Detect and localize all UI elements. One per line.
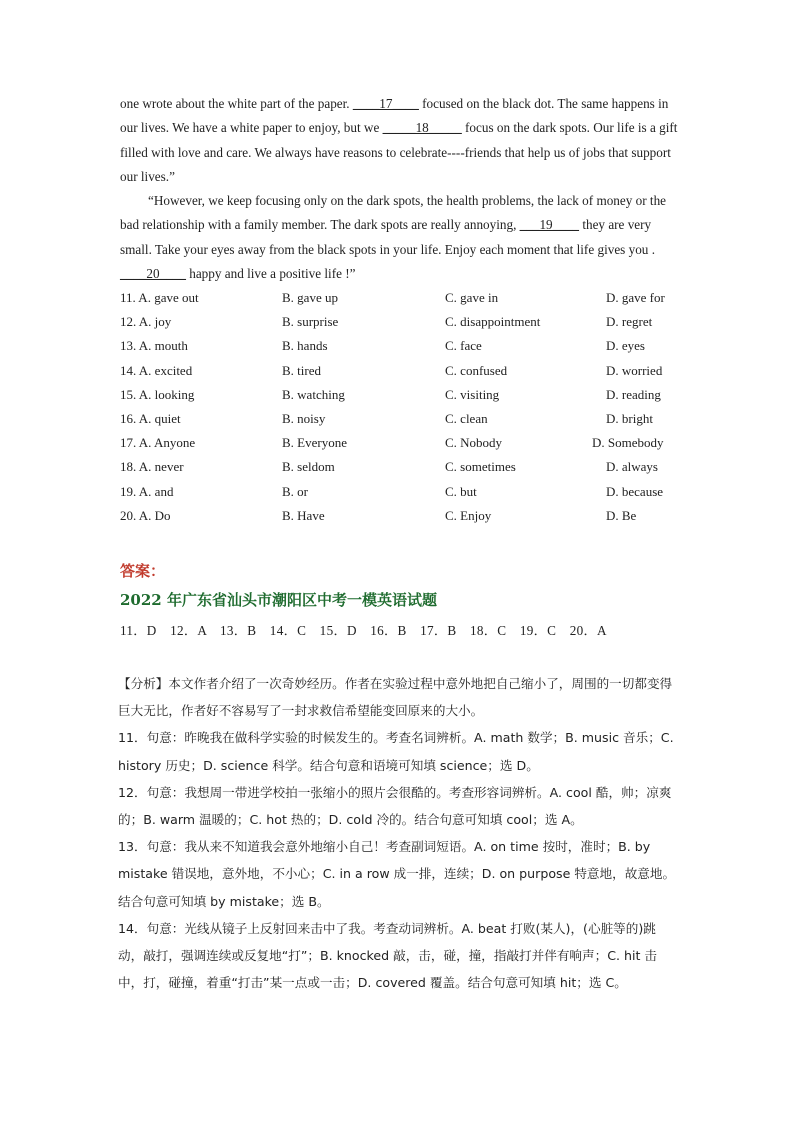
option-a: 17. A. Anyone bbox=[120, 435, 196, 451]
option-d: D. Be bbox=[606, 507, 637, 523]
option-b: B. noisy bbox=[282, 410, 326, 426]
option-row bbox=[120, 407, 680, 431]
passage-text: “However, we keep focusing only on the dark spots, the health problems, the lack of money or the bad relationship with a family member. The dark spots are really annoying, bbox=[120, 193, 667, 233]
blank-19: ___19____ bbox=[519, 217, 580, 233]
option-c: C. but bbox=[445, 483, 477, 499]
option-b: B. hands bbox=[282, 338, 328, 354]
option-c: C. face bbox=[445, 338, 482, 354]
option-a: 11. A. gave out bbox=[120, 290, 199, 305]
option-d: D. because bbox=[606, 483, 664, 499]
blank-20: ____20____ bbox=[120, 266, 186, 282]
option-d: D. Somebody bbox=[592, 435, 664, 451]
option-d: D. worried bbox=[606, 362, 663, 378]
answer-keys: 11．D 12．A 13．B 14．C 15．D 16．B 17．B 18．C 19．C 20．A bbox=[120, 623, 607, 638]
option-b: B. gave up bbox=[282, 290, 338, 305]
analysis-paragraph: 13．句意：我从来不知道我会意外地缩小自己！考查副词短语。A. on time 按时，准时；B. by mistake 错误地，意外地，不小心；C. in a row 成一排，连续；D. on purpose 特意地，故意地。结合句意可知填 by mistake；选 B。 bbox=[118, 839, 676, 909]
option-c: C. Enjoy bbox=[445, 507, 492, 523]
passage-text: one wrote about the white part of the paper. bbox=[120, 96, 353, 111]
option-c: C. sometimes bbox=[445, 459, 516, 475]
option-b: B. seldom bbox=[282, 459, 335, 475]
option-row bbox=[120, 455, 680, 479]
passage-text: happy and live a positive life !” bbox=[185, 266, 356, 282]
option-d: D. regret bbox=[606, 314, 653, 330]
option-b: B. tired bbox=[282, 362, 321, 378]
option-a: 20. A. Do bbox=[120, 507, 171, 523]
passage-paragraph bbox=[120, 92, 680, 189]
passage-paragraph bbox=[120, 189, 680, 286]
analysis-paragraph: 11．句意：昨晚我在做科学实验的时候发生的。考查名词辨析。A. math 数学；B. music 音乐；C. history 历史；D. science 科学。结合句意和语境可知填 science；选 D。 bbox=[118, 730, 674, 773]
answer-heading: 答案： bbox=[120, 562, 166, 580]
option-a: 15. A. looking bbox=[120, 386, 195, 402]
reading-passage bbox=[120, 92, 680, 286]
option-b: B. surprise bbox=[282, 314, 339, 330]
option-row bbox=[120, 310, 680, 334]
passage-text: focused on the black dot. The same happens in our lives. We have a white paper to enjoy, but we bbox=[120, 96, 669, 136]
option-a: 18. A. never bbox=[120, 459, 184, 475]
option-row bbox=[120, 334, 680, 358]
option-c: C. confused bbox=[445, 362, 508, 378]
option-b: B. Everyone bbox=[282, 435, 347, 451]
option-d: D. bright bbox=[606, 410, 653, 426]
option-d: D. gave for bbox=[606, 290, 665, 305]
blank-18: _____18_____ bbox=[382, 120, 462, 136]
option-row bbox=[120, 383, 680, 407]
option-d: D. reading bbox=[606, 386, 661, 402]
option-a: 19. A. and bbox=[120, 483, 174, 499]
option-b: B. Have bbox=[282, 507, 325, 523]
option-b: B. or bbox=[282, 483, 308, 499]
option-a: 16. A. quiet bbox=[120, 410, 181, 426]
option-a: 14. A. excited bbox=[120, 362, 193, 378]
option-c: C. visiting bbox=[445, 386, 500, 402]
analysis-paragraph: 【分析】本文作者介绍了一次奇妙经历。作者在实验过程中意外地把自己缩小了，周围的一切都变得巨大无比，作者好不容易写了一封求救信希望能变回原来的大小。 bbox=[118, 676, 673, 719]
analysis-paragraph: 14．句意：光线从镜子上反射回来击中了我。考查动词辨析。A. beat 打败(某人)，(心脏等的)跳动，敲打，强调连续或反复地“打”；B. knocked 敲，击，碰，撞，指敲打并伴有响声；C. hit 击中，打，碰撞，着重“打击”某一点或一击；D. covered 覆盖。结合句意可知填 hit；选 C。 bbox=[118, 920, 658, 991]
passage-text: focus on the dark spots. Our life is a gift filled with love and care. We always have reasons to celebrate----friends that help us of jobs that support our lives.” bbox=[120, 120, 678, 184]
option-row bbox=[120, 286, 680, 310]
exam-source-title: 2022 年广东省汕头市潮阳区中考一模英语试题 bbox=[120, 591, 437, 609]
option-c: C. Nobody bbox=[445, 435, 503, 451]
option-row bbox=[120, 504, 680, 528]
passage-text: they are very small. Take your eyes away from the black spots in your life. Enjoy each moment that life gives you . bbox=[120, 217, 655, 257]
option-row bbox=[120, 480, 680, 504]
answer-options bbox=[120, 286, 680, 528]
option-d: D. eyes bbox=[606, 338, 645, 354]
option-row bbox=[120, 431, 680, 455]
option-d: D. always bbox=[606, 459, 658, 475]
blank-17: ____17____ bbox=[352, 96, 419, 111]
option-b: B. watching bbox=[282, 386, 345, 402]
analysis-section bbox=[118, 670, 678, 996]
option-a: 13. A. mouth bbox=[120, 338, 188, 354]
option-a: 12. A. joy bbox=[120, 314, 172, 330]
option-c: C. disappointment bbox=[445, 314, 541, 330]
option-c: C. gave in bbox=[445, 290, 499, 305]
option-c: C. clean bbox=[445, 410, 488, 426]
option-row bbox=[120, 359, 680, 383]
analysis-paragraph: 12．句意：我想周一带进学校拍一张缩小的照片会很酷的。考查形容词辨析。A. cool 酷，帅；凉爽的；B. warm 温暖的；C. hot 热的；D. cold 冷的。结合句意可知填 cool；选 A。 bbox=[118, 784, 672, 828]
